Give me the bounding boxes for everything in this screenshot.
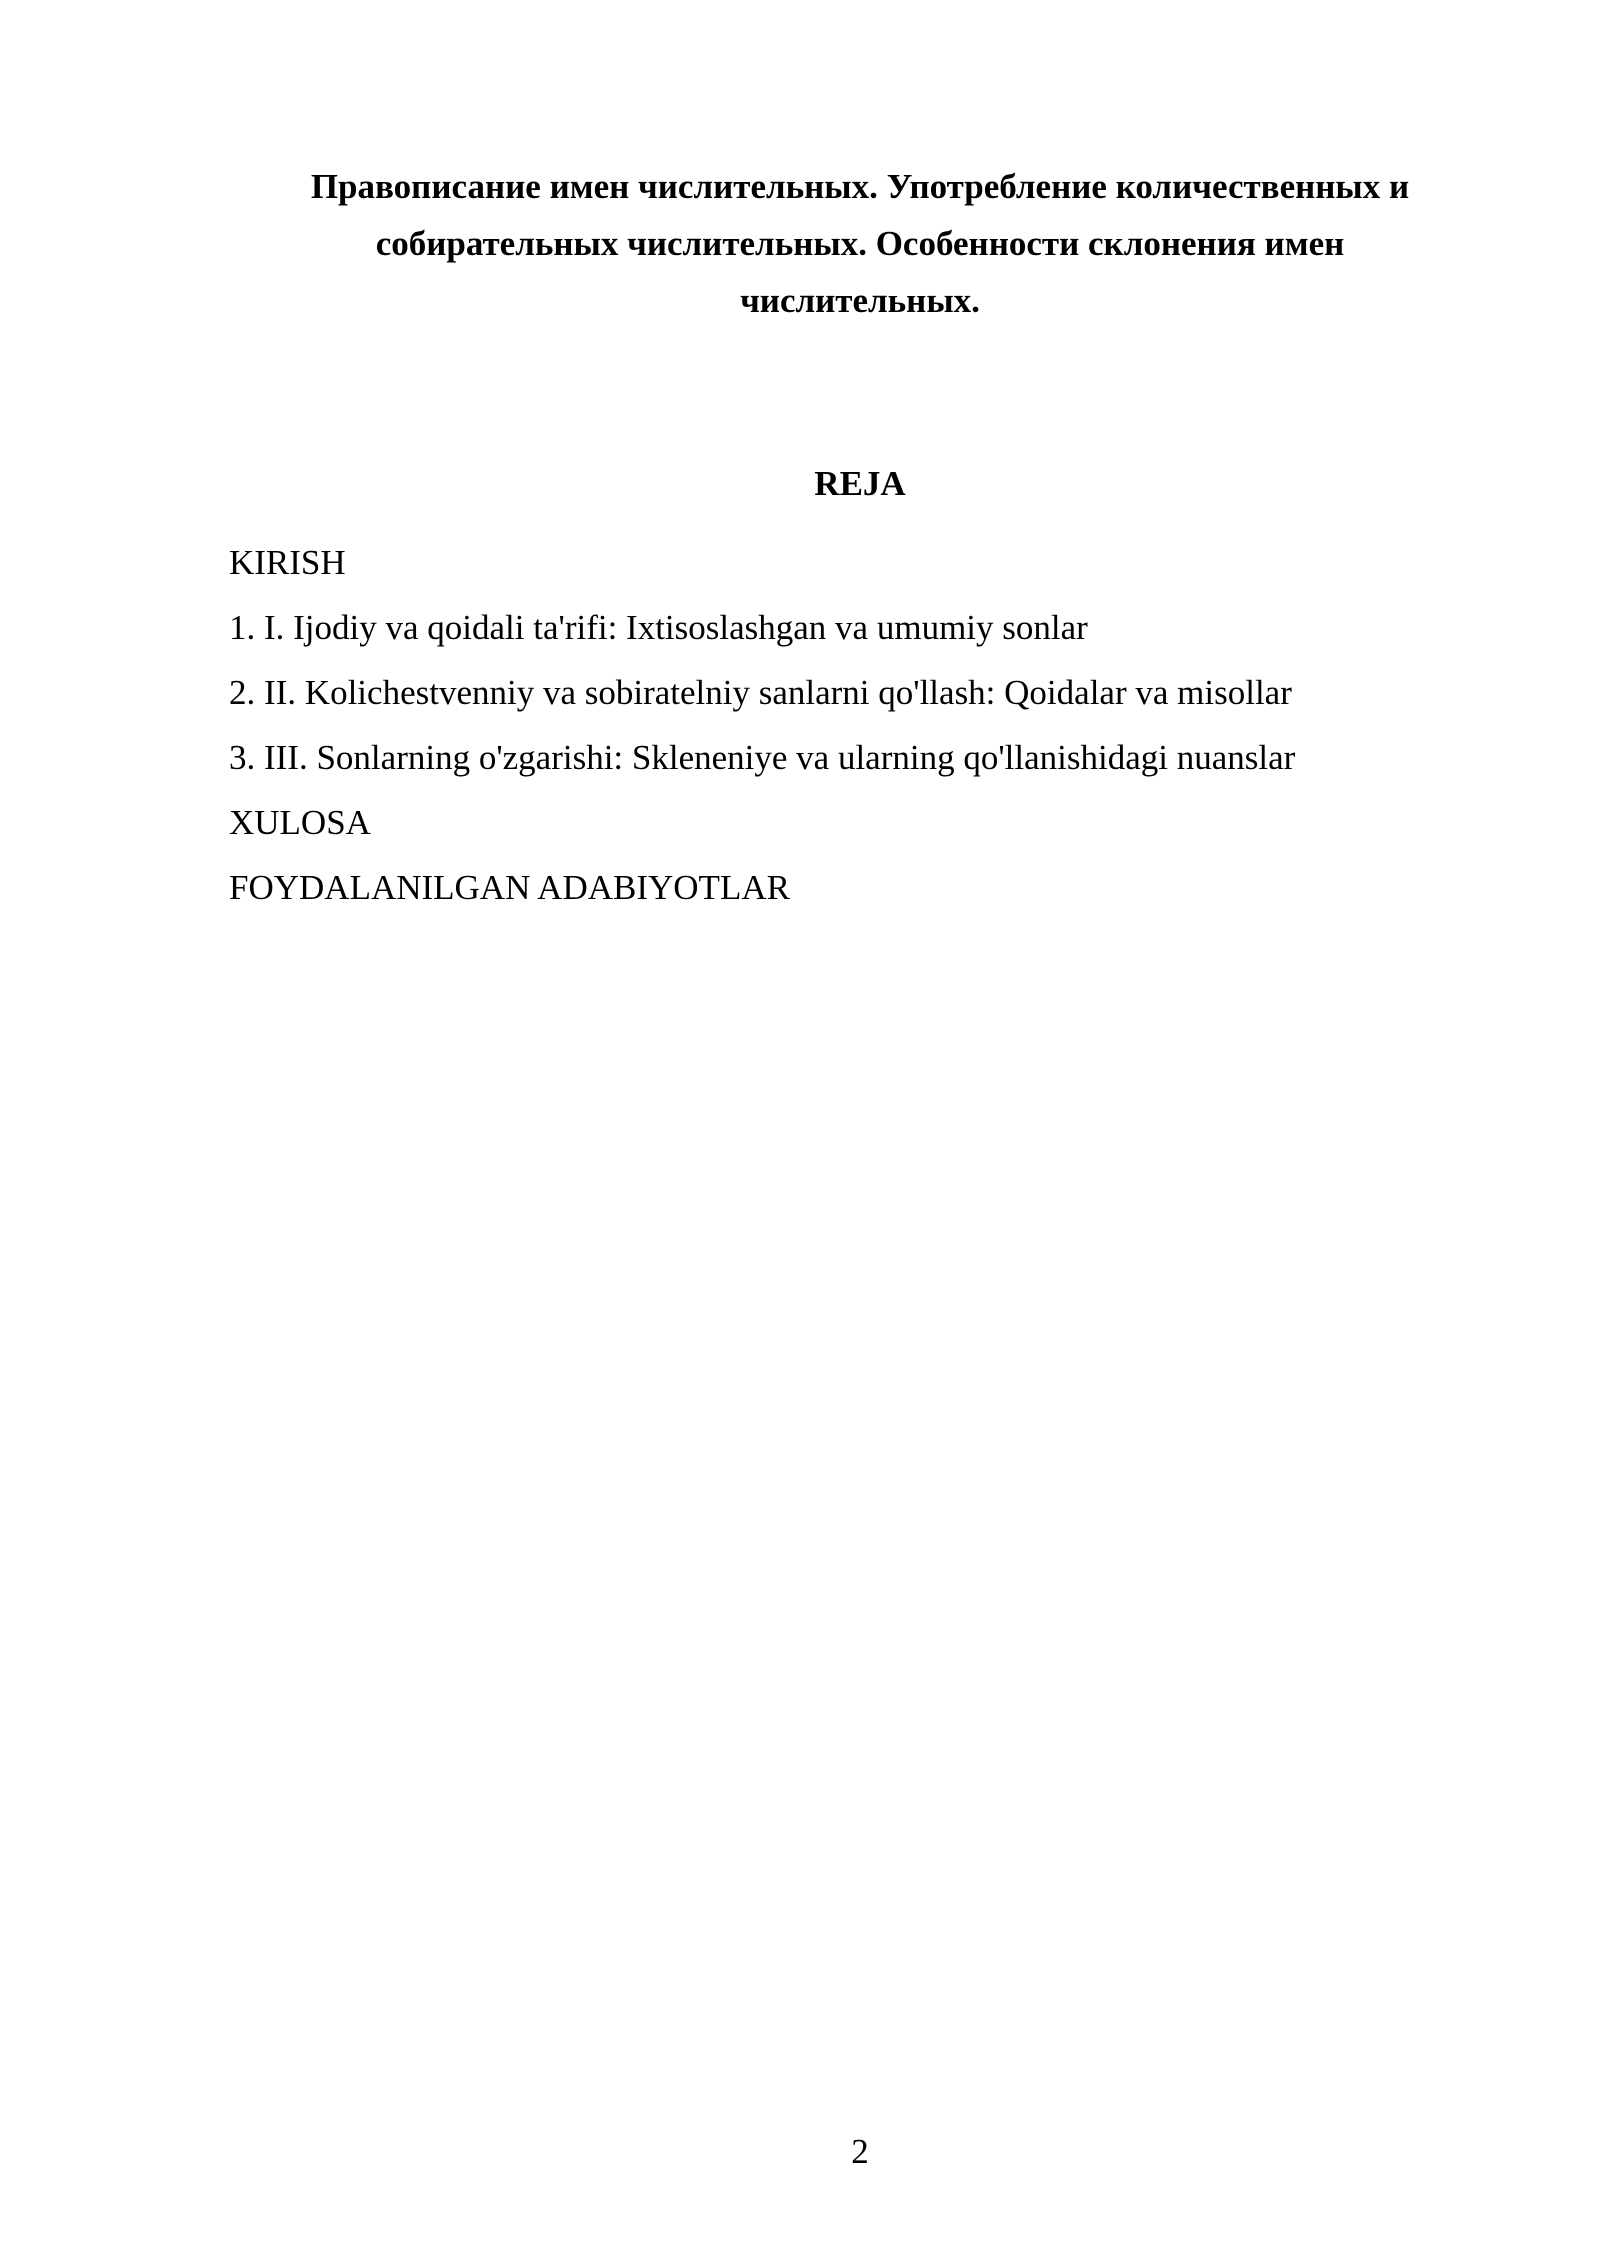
plan-item-introduction: KIRISH — [229, 543, 346, 582]
document-title — [250, 158, 1470, 329]
title-line-2: собирательных числительных. Особенности склонения имен — [375, 224, 1345, 263]
plan-heading: REJA — [814, 464, 906, 503]
plan-item-chapter-2: 2. II. Kolichestvenniy va sobiratelniy sanlarni qo'llash: Qoidalar va misollar — [229, 673, 1292, 712]
title-line-3: числительных. — [740, 281, 980, 320]
plan-item-chapter-1: 1. I. Ijodiy va qoidali ta'rifi: Ixtisoslashgan va umumiy sonlar — [229, 608, 1088, 647]
title-line-1: Правописание имен числительных. Употребление количественных и — [310, 167, 1410, 206]
plan-item-conclusion: XULOSA — [229, 803, 371, 842]
plan-item-chapter-3: 3. III. Sonlarning o'zgarishi: Skleneniye va ularning qo'llanishidagi nuanslar — [229, 738, 1296, 777]
plan-item-references: FOYDALANILGAN ADABIYOTLAR — [229, 868, 790, 907]
page-number: 2 — [851, 2132, 869, 2171]
plan-list — [229, 530, 1479, 920]
